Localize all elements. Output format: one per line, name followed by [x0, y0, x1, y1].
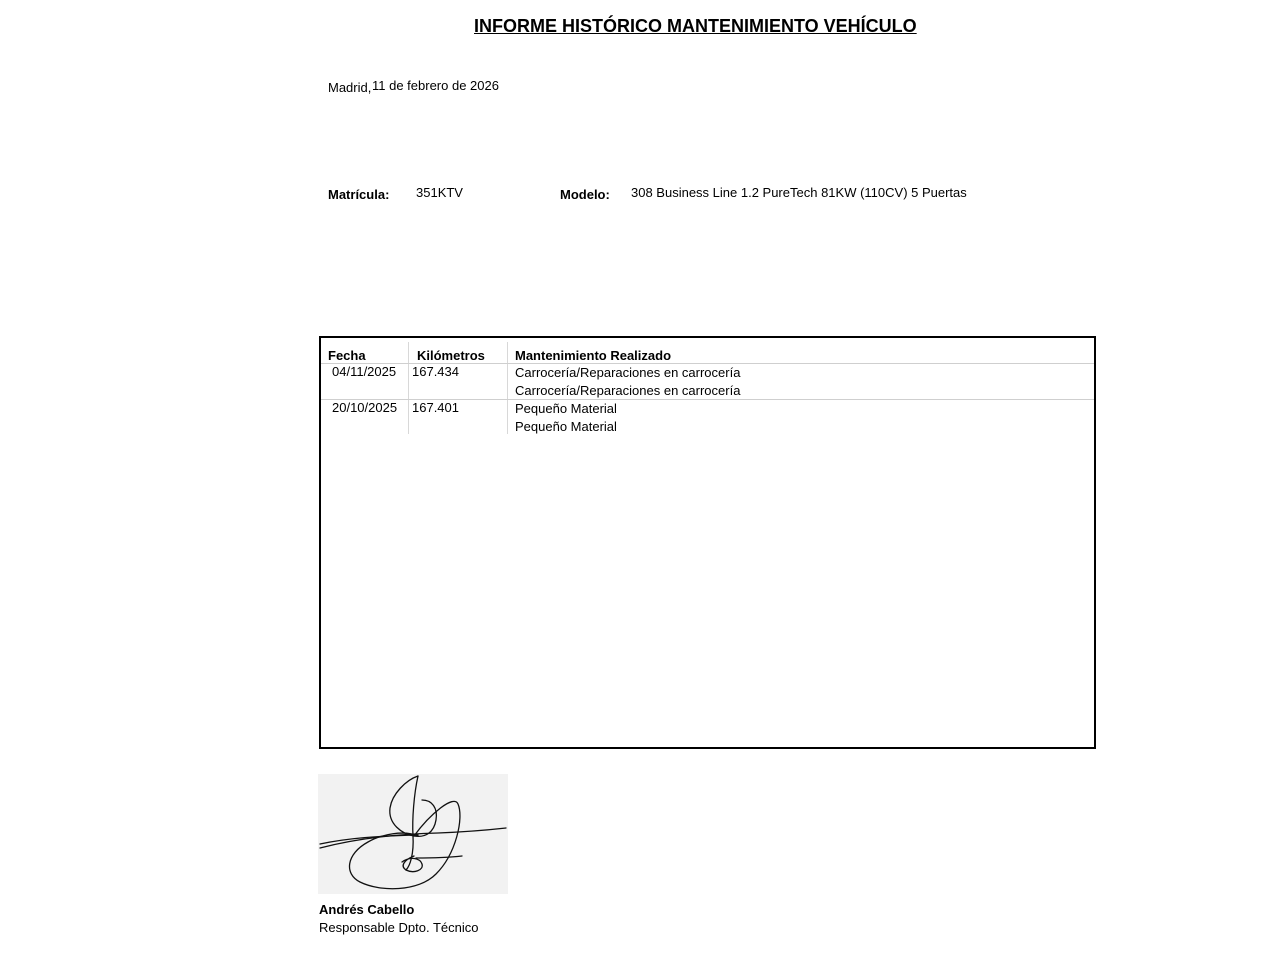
row-maintenance-item: Carrocería/Reparaciones en carrocería [515, 383, 741, 398]
report-title: INFORME HISTÓRICO MANTENIMIENTO VEHÍCULO [474, 16, 917, 36]
signature-image [318, 774, 508, 894]
row-maintenance-item: Pequeño Material [515, 419, 617, 434]
row-maintenance-item: Carrocería/Reparaciones en carrocería [515, 365, 741, 380]
row-date: 20/10/2025 [332, 400, 398, 415]
report-city: Madrid, [328, 80, 372, 95]
plate-value: 351KTV [416, 185, 463, 200]
row-km: 167.434 [412, 364, 459, 379]
header-km: Kilómetros [417, 348, 485, 363]
column-divider [507, 342, 508, 434]
header-date: Fecha [328, 348, 366, 363]
report-date: 11 de febrero de 2026 [372, 78, 499, 93]
signer-name: Andrés Cabello [319, 902, 415, 917]
row-date: 04/11/2025 [332, 364, 397, 379]
column-divider [408, 342, 409, 434]
maintenance-table [319, 336, 1096, 749]
signature-drawing [318, 774, 508, 894]
model-label: Modelo: [560, 187, 610, 202]
signer-role: Responsable Dpto. Técnico [319, 920, 479, 935]
model-value: 308 Business Line 1.2 PureTech 81KW (110CV) 5 Puertas [631, 185, 967, 200]
row-maintenance-item: Pequeño Material [515, 401, 617, 416]
header-maintenance: Mantenimiento Realizado [515, 348, 672, 363]
plate-label: Matrícula: [328, 187, 390, 202]
row-km: 167.401 [412, 400, 459, 415]
